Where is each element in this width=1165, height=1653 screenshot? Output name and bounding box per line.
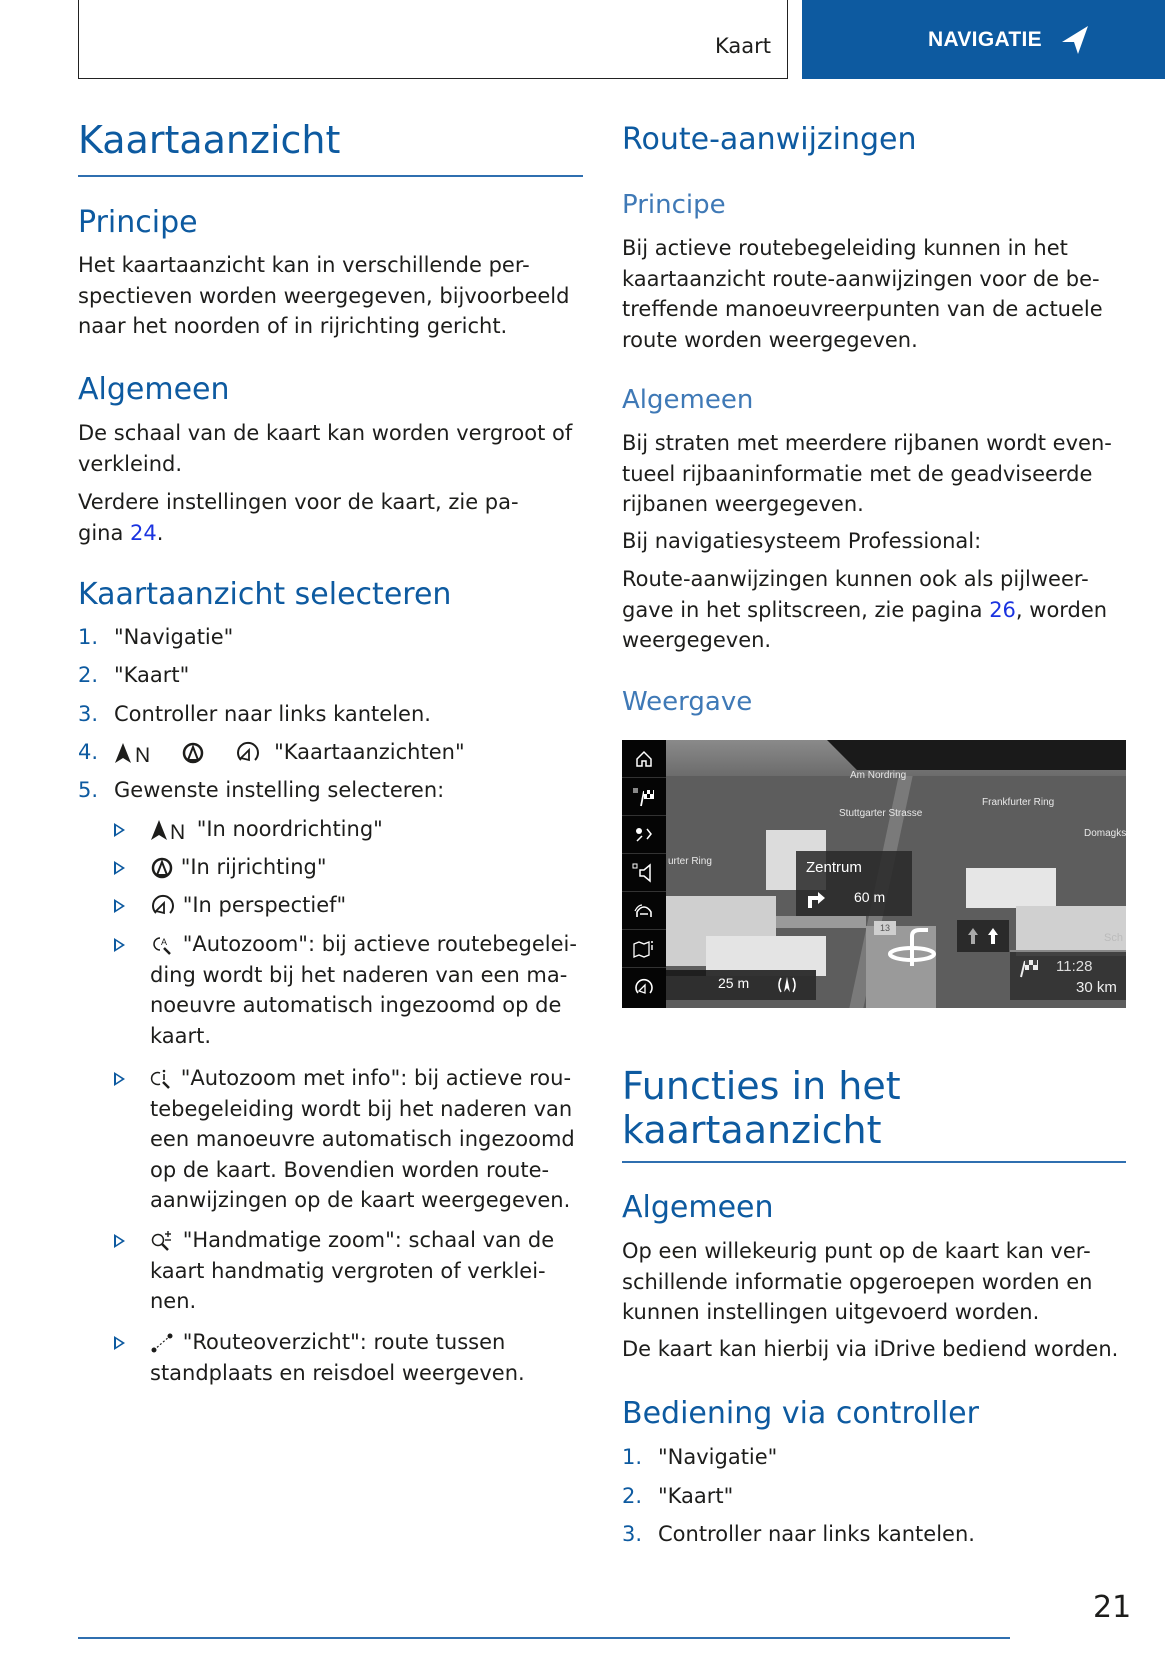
eta-panel bbox=[1010, 950, 1126, 1000]
sign-distance: 60 m bbox=[854, 889, 886, 905]
route-overview-icon bbox=[150, 1332, 176, 1354]
autozoom-icon bbox=[150, 934, 176, 956]
breadcrumb[interactable]: Kaart bbox=[714, 34, 771, 58]
eta-time: 11:28 bbox=[1056, 958, 1093, 975]
voice-icon bbox=[632, 863, 656, 883]
algemeen-text-1: De schaal van de kaart kan worden vergroot of verkleind. bbox=[78, 421, 573, 476]
street-label: urter Ring bbox=[668, 856, 712, 867]
heading-up-icon bbox=[150, 856, 174, 880]
step-2: 2. "Kaart" bbox=[78, 663, 190, 687]
algemeen-text-2: Verdere instellingen voor de kaart, zie pa- gina 24. bbox=[78, 490, 519, 545]
controller-step-1: 1. "Navigatie" bbox=[622, 1445, 778, 1469]
heading-kaartaanzicht-selecteren: Kaartaanzicht selecteren bbox=[78, 577, 452, 612]
perspective-icon bbox=[150, 894, 176, 918]
step-3: 3. Controller naar links kantelen. bbox=[78, 702, 431, 726]
heading-principe-right: Principe bbox=[622, 190, 726, 220]
scale-value: 25 m bbox=[718, 975, 750, 991]
route-algemeen-text-1: Bij straten met meerdere rijbanen wordt even- tueel rijbaaninformatie met de geadviseerde rijbanen weergegeven. bbox=[622, 431, 1112, 516]
page-number: 21 bbox=[1093, 1590, 1132, 1625]
bullet-triangle-icon bbox=[114, 899, 125, 913]
heading-weergave: Weergave bbox=[622, 687, 753, 717]
direction-sign bbox=[796, 851, 912, 916]
sign-destination: Zentrum bbox=[806, 859, 862, 876]
controller-step-2: 2. "Kaart" bbox=[622, 1484, 734, 1508]
map-info-button[interactable] bbox=[622, 930, 666, 968]
map-scale bbox=[666, 970, 816, 1000]
step-4: 4. N "Kaartaanzichten" bbox=[78, 740, 465, 765]
heading-route-aanwijzingen: Route-aanwijzingen bbox=[622, 122, 917, 157]
perspective-icon bbox=[634, 978, 654, 996]
turn-right-icon bbox=[806, 889, 826, 909]
heading-bediening: Bediening via controller bbox=[622, 1396, 979, 1431]
heading-algemeen-functies: Algemeen bbox=[622, 1190, 774, 1225]
principe-text: Het kaartaanzicht kan in verschillende per- spectieven worden weergegeven, bijvoorbeeld naar het noorden of in rijrichting gericht. bbox=[78, 253, 570, 338]
map-info-icon bbox=[633, 940, 655, 958]
route-number-shield: 13 bbox=[874, 921, 896, 935]
page-title: Kaartaanzicht bbox=[78, 118, 341, 162]
street-label: Am Nordring bbox=[850, 770, 907, 781]
map-screenshot bbox=[622, 740, 1126, 1008]
bullet-triangle-icon bbox=[114, 1234, 125, 1248]
voice-button[interactable] bbox=[622, 854, 666, 892]
option-autozoom[interactable]: A "Autozoom": bij actieve routebegelei- ding wordt bij het naderen van een ma- noeuvre automatisch ingezoomd op de kaart. bbox=[114, 929, 584, 1051]
perspective-icon bbox=[235, 741, 261, 765]
footer-divider bbox=[78, 1637, 1010, 1639]
bullet-triangle-icon bbox=[114, 1072, 125, 1086]
heading-principe: Principe bbox=[78, 205, 198, 240]
option-autozoom-info[interactable]: "Autozoom met info": bij actieve rou- tebegeleiding wordt bij het naderen van een manoeuvre automatisch ingezoomd op de kaart. Bovendien worden route- aanwijzingen op de kaart weergegeven. bbox=[114, 1063, 584, 1216]
functies-divider bbox=[622, 1161, 1126, 1163]
north-up-icon bbox=[150, 818, 190, 842]
map-horizon-shadow bbox=[827, 740, 1126, 770]
bullet-triangle-icon bbox=[114, 823, 125, 837]
header-breadcrumb-box bbox=[78, 0, 788, 79]
heading-up-icon bbox=[181, 741, 205, 765]
route-algemeen-text-2: Bij navigatiesysteem Professional: bbox=[622, 529, 982, 553]
compass-icon[interactable] bbox=[776, 975, 798, 995]
street-label: Domagks bbox=[1084, 828, 1126, 839]
heading-algemeen: Algemeen bbox=[78, 372, 230, 407]
functies-algemeen-text-1: Op een willekeurig punt op de kaart kan ver- schillende informatie opgeroepen worden en kunnen instellingen uitgevoerd worden. bbox=[622, 1239, 1093, 1324]
bullet-triangle-icon bbox=[114, 1336, 125, 1350]
section-tab-label: NAVIGATIE bbox=[928, 27, 1042, 51]
bullet-triangle-icon bbox=[114, 938, 125, 952]
option-heading-up[interactable]: "In rijrichting" bbox=[114, 852, 584, 883]
option-perspective[interactable]: "In perspectief" bbox=[114, 890, 584, 921]
page-link-24[interactable]: 24 bbox=[130, 520, 157, 545]
option-manual-zoom[interactable]: "Handmatige zoom": schaal van de kaart handmatig vergroten of verklei- nen. bbox=[114, 1225, 584, 1317]
car-view-icon bbox=[634, 903, 654, 919]
option-north-up[interactable]: N "In noordrichting" bbox=[114, 814, 584, 845]
destination-flag-icon bbox=[632, 787, 656, 807]
step-1: 1. "Navigatie" bbox=[78, 625, 234, 649]
eta-distance: 30 km bbox=[1076, 979, 1117, 996]
car-view-button[interactable] bbox=[622, 892, 666, 930]
destination-button[interactable] bbox=[622, 778, 666, 816]
controller-step-3: 3. Controller naar links kantelen. bbox=[622, 1522, 975, 1546]
traffic-button[interactable] bbox=[622, 816, 666, 854]
svg-text:N: N bbox=[135, 744, 151, 765]
lane-guidance bbox=[957, 920, 1009, 952]
page-link-26[interactable]: 26 bbox=[989, 597, 1016, 622]
north-up-icon bbox=[114, 741, 158, 765]
destination-flag-icon bbox=[1018, 958, 1040, 978]
street-label: Sch bbox=[1104, 932, 1123, 944]
heading-functies: Functies in het kaartaanzicht bbox=[622, 1064, 901, 1152]
traffic-icon bbox=[633, 826, 655, 844]
map-view-button[interactable] bbox=[622, 968, 666, 1006]
step-5: 5. Gewenste instelling selecteren: bbox=[78, 778, 445, 802]
autozoom-info-icon bbox=[150, 1068, 174, 1090]
street-label: Frankfurter Ring bbox=[982, 797, 1055, 808]
lane-arrows-icon bbox=[963, 926, 1003, 946]
bullet-triangle-icon bbox=[114, 861, 125, 875]
route-principe-text: Bij actieve routebegeleiding kunnen in het kaartaanzicht route-aanwijzingen voor de be- treffende manoeuvreerpunten van de actuele route worden weergegeven. bbox=[622, 236, 1103, 352]
street-label: Stuttgarter Strasse bbox=[839, 808, 923, 819]
option-route-overview[interactable]: "Routeoverzicht": route tussen standplaats en reisdoel weergeven. bbox=[114, 1327, 584, 1389]
svg-text:N: N bbox=[170, 821, 186, 842]
map-sidebar bbox=[622, 740, 666, 1008]
heading-algemeen-right: Algemeen bbox=[622, 385, 754, 415]
functies-algemeen-text-2: De kaart kan hierbij via iDrive bediend worden. bbox=[622, 1337, 1119, 1361]
manual-zoom-icon bbox=[150, 1230, 176, 1252]
title-divider bbox=[78, 175, 583, 177]
route-algemeen-text-3: Route-aanwijzingen kunnen ook als pijlweer- gave in het splitscreen, zie pagina 26, worden weergegeven. bbox=[622, 567, 1108, 652]
svg-text:A: A bbox=[161, 937, 168, 947]
home-icon bbox=[635, 750, 653, 768]
section-tab-navigatie[interactable] bbox=[802, 0, 1165, 79]
roundabout-arrow-icon bbox=[884, 926, 944, 966]
navigation-arrow-icon bbox=[1060, 24, 1090, 56]
home-button[interactable] bbox=[622, 740, 666, 778]
